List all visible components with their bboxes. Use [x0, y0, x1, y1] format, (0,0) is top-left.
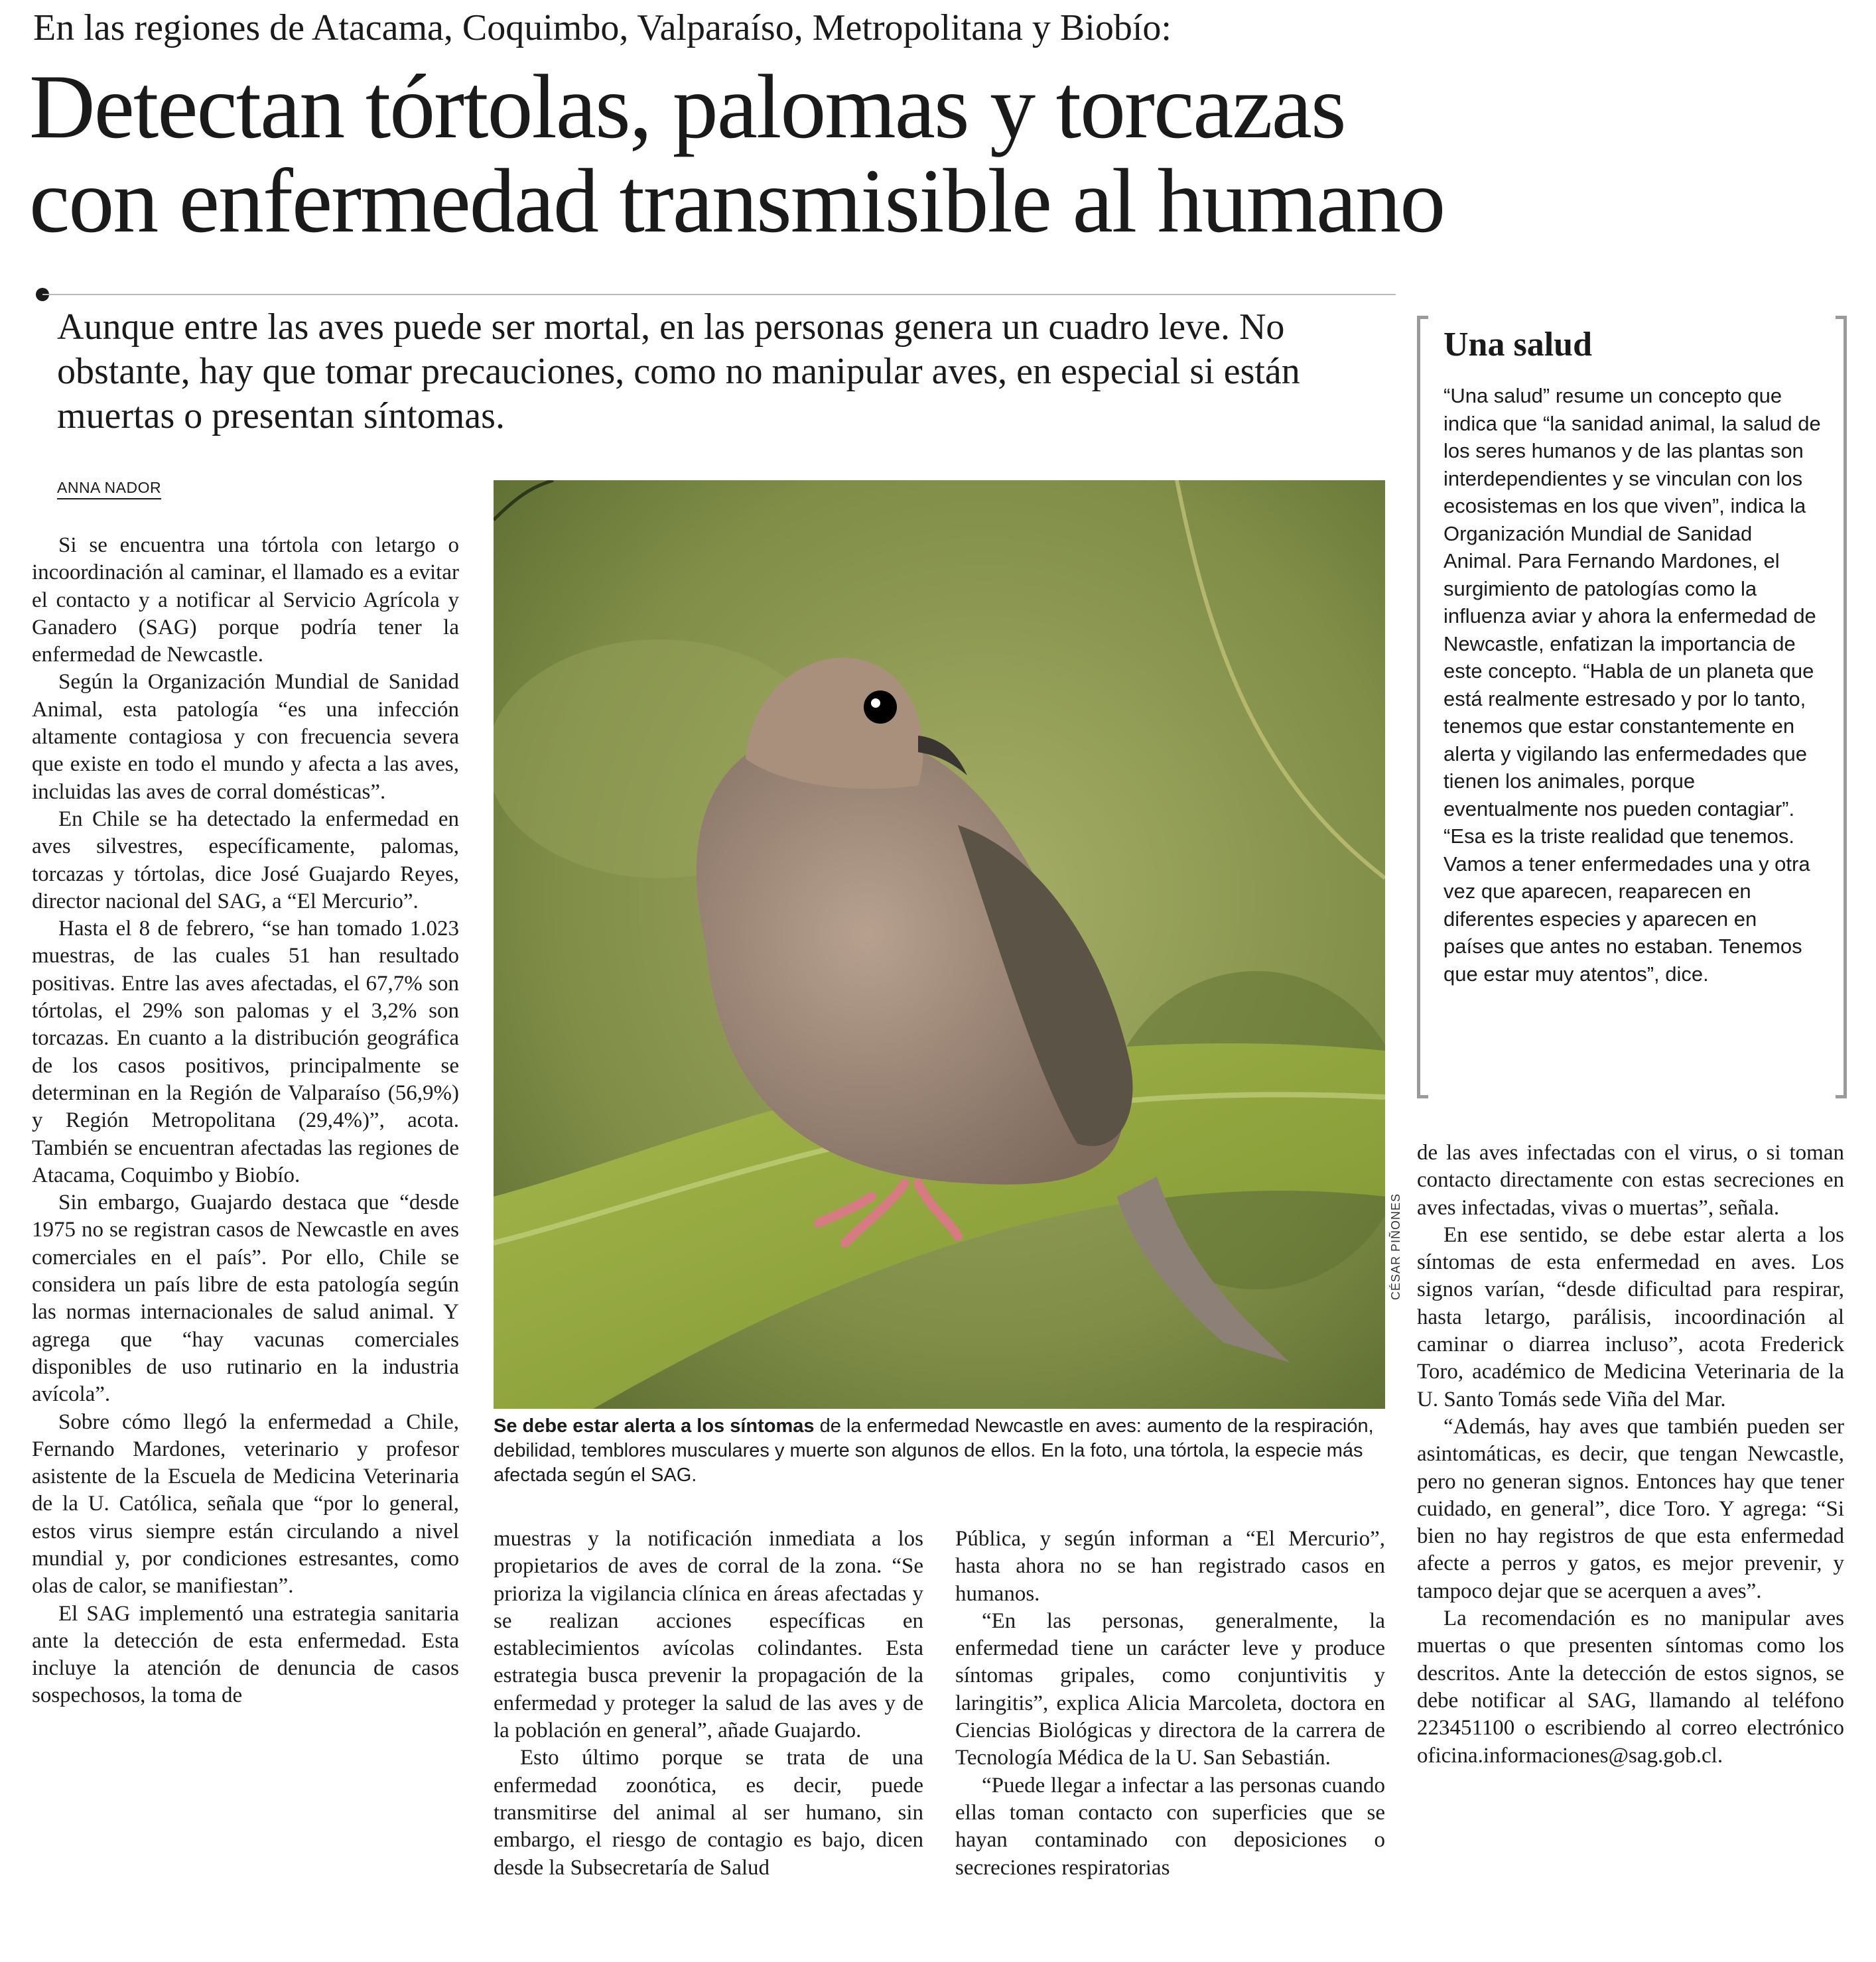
sidebar-box — [1417, 316, 1847, 1098]
sidebar-text: “Una salud” resume un concepto que indica que “la sanidad animal, la salud de los seres humanos y de las plantas son interdependientes y se vinculan con los ecosistemas en los que viven”, indica la Organización Mundial de Sanidad Animal. Para Fernando Mardones, el surgimiento de patologías como la influenza aviar y ahora la enfermedad de Newcastle, enfatizan la importancia de este concepto. “Habla de un planeta que está realmente estresado y por lo tanto, tenemos que estar constantemente en alerta y vigilando las enfermedades que tienen los animales, porque eventualmente nos pueden contagiar”. “Esa es la triste realidad que tenemos. Vamos a tener enfermedades una y otra vez que aparecen, reaparecen en diferentes especies y aparecen en países que antes no estaban. Tenemos que estar muy atentos”, dice. — [1443, 384, 1821, 986]
paragraph: muestras y la notificación inmediata a los propietarios de aves de corral de la zona. “Se prioriza la vigilancia clínica en áreas afectadas y se realizan acciones específicas en establecimientos avícolas colindantes. Esta estrategia busca prevenir la propagación de la enfermedad y proteger la salud de las aves y de la población en general”, añade Guajardo. — [494, 1527, 923, 1743]
body-column-1 — [32, 532, 459, 1710]
sidebar-bracket-right — [1836, 316, 1847, 1098]
headline-line-1: Detectan tórtolas, palomas y torcazas — [29, 56, 1345, 157]
paragraph: Sobre cómo llegó la enfermedad a Chile, Fernando Mardones, veterinario y profesor asistente de la Escuela de Medicina Veterinaria de la U. Católica, señala que “por lo general, estos virus siempre están circulando a nivel mundial y, por condiciones estresantes, como olas de calor, se manifiestan”. — [32, 1409, 459, 1599]
headline — [29, 56, 1445, 251]
photo-credit: CÉSAR PIÑONES — [1389, 1193, 1402, 1300]
paragraph: “En las personas, generalmente, la enfermedad tiene un carácter leve y produce síntomas gripales, como conjuntivitis y laringitis”, explica Alicia Marcoleta, doctora en Ciencias Biológicas y directora de la carrera de Tecnología Médica de la U. San Sebastián. — [955, 1608, 1385, 1770]
lead-paragraph: Aunque entre las aves puede ser mortal, en las personas genera un cuadro leve. No obstante, hay que tomar precauciones, como no manipular aves, en especial si están muertas o presentan síntomas. — [57, 306, 1300, 436]
sidebar-bracket-left — [1417, 316, 1428, 1098]
paragraph: Hasta el 8 de febrero, “se han tomado 1.023 muestras, de las cuales 51 han resultado positivas. Entre las aves afectadas, el 67,7% son tórtolas, el 29% son palomas y el 3,2% son torcazas. En cuanto a la distribución geográfica de los casos positivos, principalmente se determinan en la Región de Valparaíso (56,9%) y Región Metropolitana (29,4%)”, acota. También se encuentran afectadas las regiones de Atacama, Coquimbo y Biobío. — [32, 917, 459, 1187]
caption-lead: Se debe estar alerta a los síntomas — [494, 1415, 815, 1437]
paragraph: La recomendación es no manipular aves muertas o que presenten síntomas como los descritos. Ante la detección de estos signos, se debe notificar al SAG, llamando al teléfono 223451100 o escribiendo al correo electrónico oficina.informaciones@sag.gob.cl. — [1417, 1606, 1844, 1768]
paragraph: Según la Organización Mundial de Sanidad Animal, esta patología “es una infección altamente contagiosa y con frecuencia severa que existe en todo el mundo y afecta a las aves, incluidas las aves de corral domésticas”. — [32, 670, 459, 804]
body-column-4 — [1417, 1140, 1844, 1770]
body-column-2 — [494, 1526, 923, 1882]
paragraph: Sin embargo, Guajardo destaca que “desde 1975 no se registran casos de Newcastle en aves comerciales en el país”. Por ello, Chile se considera un país libre de esta patología según las normas internacionales de salud animal. Y agrega que “hay vacunas comerciales disponibles de uso rutinario en la industria avícola”. — [32, 1191, 459, 1407]
body-column-3 — [955, 1526, 1385, 1882]
paragraph: En ese sentido, se debe estar alerta a los síntomas de esta enfermedad en aves. Los signos varían, “desde dificultad para respirar, hasta letargo, parálisis, incoordinación al caminar o diarrea incluso”, acota Frederick Toro, académico de Medicina Veterinaria de la U. Santo Tomás sede Viña del Mar. — [1417, 1222, 1844, 1411]
sidebar-title: Una salud — [1443, 326, 1592, 363]
photo-caption — [494, 1414, 1389, 1488]
byline: ANNA NADOR — [57, 479, 161, 499]
kicker: En las regiones de Atacama, Coquimbo, Valparaíso, Metropolitana y Biobío: — [33, 7, 1172, 48]
paragraph: Pública, y según informan a “El Mercurio”, hasta ahora no se han registrado casos en humanos. — [955, 1527, 1385, 1606]
paragraph: de las aves infectadas con el virus, o si toman contacto directamente con estas secreciones en aves infectadas, vivas o muertas”, señala. — [1417, 1141, 1844, 1220]
paragraph: Si se encuentra una tórtola con letargo o incoordinación al caminar, el llamado es a evitar el contacto y a notificar al Servicio Agrícola y Ganadero (SAG) porque podría tener la enfermedad de Newcastle. — [32, 533, 459, 667]
paragraph: Esto último porque se trata de una enfermedad zoonótica, es decir, puede transmitirse del animal al ser humano, sin embargo, el riesgo de contagio es bajo, dicen desde la Subsecretaría de Salud — [494, 1746, 923, 1880]
paragraph: En Chile se ha detectado la enfermedad en aves silvestres, específicamente, palomas, torcazas y tórtolas, dice José Guajardo Reyes, director nacional del SAG, a “El Mercurio”. — [32, 807, 459, 913]
paragraph: “Puede llegar a infectar a las personas cuando ellas toman contacto con superficies que se hayan contaminado con deposiciones o secreciones respiratorias — [955, 1773, 1385, 1880]
divider — [42, 294, 1396, 295]
caption-text: de la enfermedad Newcastle en aves: aumento de la respiración, debilidad, temblores musculares y muerte son algunos de ellos. En la foto, una tórtola, la especie más afectada según el SAG. — [494, 1415, 1374, 1486]
dove-photo — [494, 480, 1385, 1409]
paragraph: “Además, hay aves que también pueden ser asintomáticas, es decir, que tengan Newcastle, pero no generan signos. Entonces hay que tener cuidado, en general”, dice Toro. Y agrega: “Si bien no hay registros de que esta enfermedad afecte a perros y gatos, es mejor prevenir, y tampoco dejar que se acerquen a aves”. — [1417, 1414, 1844, 1603]
paragraph: El SAG implementó una estrategia sanitaria ante la detección de esta enfermedad. Esta incluye la atención de denuncia de casos sospechosos, la toma de — [32, 1601, 459, 1708]
headline-line-2: con enfermedad transmisible al humano — [29, 150, 1445, 251]
dove-illustration — [494, 480, 1385, 1409]
